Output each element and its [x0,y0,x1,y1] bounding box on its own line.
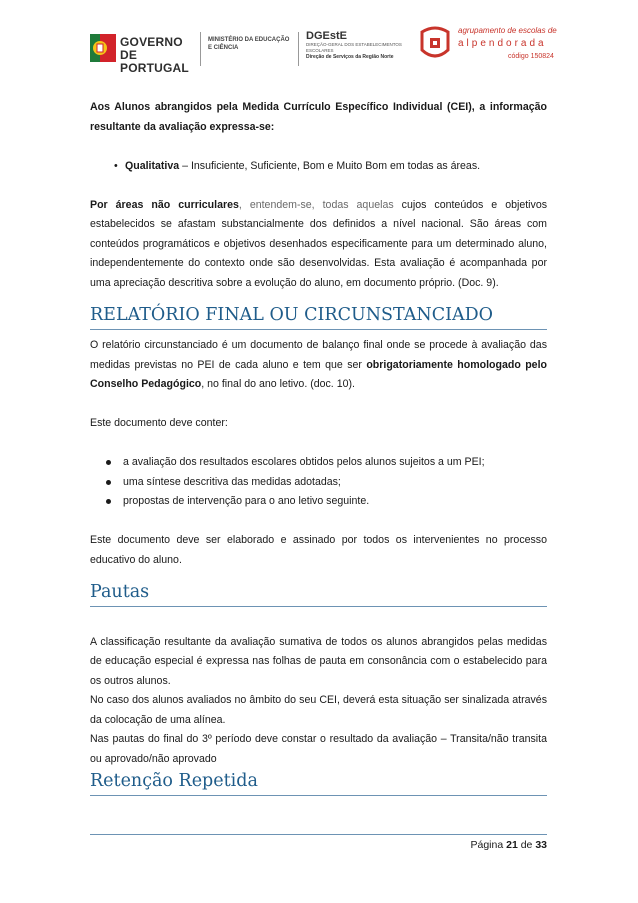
section-heading-relatorio: RELATÓRIO FINAL OU CIRCUNSTANCIADO [90,303,547,330]
paragraph-cei-intro: Aos Alunos abrangidos pela Medida Currículo Específico Individual (CEI), a informação resultante da avaliação expressa-se: [90,101,547,133]
document-body [90,98,547,802]
portugal-emblem-icon [90,34,116,62]
list-item: propostas de intervenção para o ano letivo seguinte. [90,492,547,512]
list-item: uma síntese descritiva das medidas adotadas; [90,473,547,493]
paragraph-pautas-3-periodo: Nas pautas do final do 3º período deve constar o resultado da avaliação – Transita/não transita ou aprovado/não aprovado [90,733,547,765]
page-number: Página 21 de 33 [470,839,547,851]
school-emblem-icon [418,24,452,62]
header-divider [298,32,299,66]
paragraph-areas-nao-curriculares: Por áreas não curriculares, entendem-se, todas aquelas cujos conteúdos e objetivos estabelecidos se afastam substancialmente dos definidos a nível nacional. São áreas com conteúdos programáticos e objetivos desenhados especificamente para um determinado aluno, independentemente do contexto onde são desenvolvidas. Esta avaliação é acompanhada por uma apreciação descritiva sobre a evolução do aluno, em documento próprio. (Doc. 9). [90,198,548,289]
ministry-label: MINISTÉRIO DA EDUCAÇÃO E CIÊNCIA [208,37,290,51]
section-heading-pautas: Pautas [90,580,547,607]
paragraph-pautas-classificacao: A classificação resultante da avaliação sumativa de todos os alunos abrangidos pelas medidas de educação especial é expressa nas folhas de pauta em consonância com o estabelecido para os outros alunos. [90,635,547,687]
paragraph-pautas-cei: No caso dos alunos avaliados no âmbito do seu CEI, deverá esta situação ser sinalizada através da colocação de uma alínea. [90,694,547,726]
dgeste-logo: DGEstE DIREÇÃO-GERAL DOS ESTABELECIMENTOS ESCOLARES Direção de Serviços da Região Norte [306,30,402,60]
paragraph-relatorio: O relatório circunstanciado é um documento de balanço final onde se procede à avaliação das medidas previstas no PEI de cada aluno e tem que ser obrigatoriamente homologado pelo Conselho Pedagógico, no final do ano letivo. (doc. 10). [90,339,547,390]
page-header [88,20,558,76]
list-item: • Qualitativa – Insuficiente, Suficiente, Bom e Muito Bom em todas as áreas. [90,157,547,177]
governo-portugal-logo [88,30,198,75]
header-divider [200,32,201,66]
page-footer [90,834,547,851]
paragraph-elaborado: Este documento deve ser elaborado e assinado por todos os intervenientes no processo educativo do aluno. [90,534,547,566]
agrupamento-logo: agrupamento de escolas de alpendorada código 150824 [418,20,563,76]
qualitativa-list [90,157,547,177]
document-contents-list [90,453,547,512]
gov-logo-text: GOVERNO DE PORTUGAL [120,35,189,75]
list-item: a avaliação dos resultados escolares obtidos pelos alunos sujeitos a um PEI; [90,453,547,473]
section-heading-retencao: Retenção Repetida [90,769,547,796]
paragraph-documento-conter: Este documento deve conter: [90,417,228,429]
